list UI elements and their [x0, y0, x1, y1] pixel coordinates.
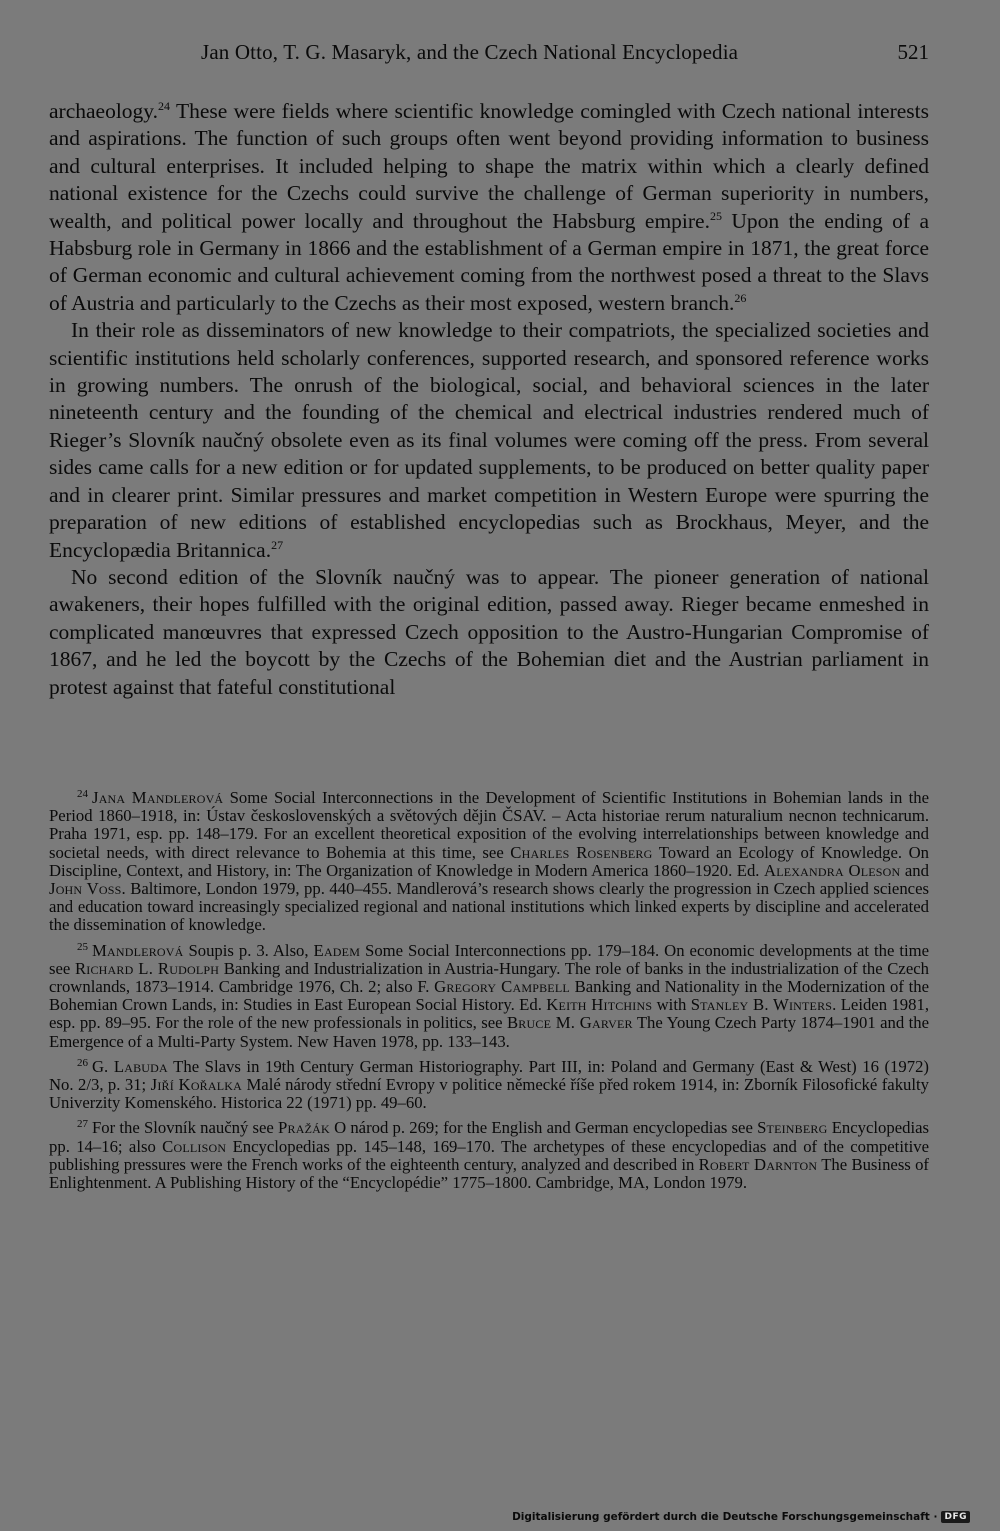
paragraph	[49, 317, 929, 564]
footnote-ref[interactable]: 25	[709, 208, 722, 223]
text-run: and	[900, 860, 929, 880]
author-name: Eadem	[313, 940, 361, 960]
footnote-ref[interactable]: 26	[734, 290, 747, 305]
footnote-number: 25	[77, 940, 88, 953]
text-run: . Baltimore, London 1979, pp. 440–455. Mandlerová’s research shows clearly the progression in Czech applied sciences and education toward increasingly specialized regional and national institutions which linked experts by discipline and accelerated the dissemination of knowledge.	[49, 879, 929, 935]
footnotes	[49, 785, 929, 1195]
author-name: Labuda	[113, 1056, 168, 1076]
footnote-number: 27	[77, 1118, 88, 1131]
author-name: Mandlerová	[92, 940, 184, 960]
text-run: with	[652, 995, 691, 1015]
digitization-credit	[512, 1511, 970, 1523]
text-run: G.	[92, 1056, 114, 1076]
author-name: Bruce M. Garver	[506, 1013, 633, 1033]
text-run: archaeology.	[49, 99, 159, 123]
text-run: Encyclopedias pp. 14–16; also	[49, 1118, 929, 1156]
text-run: No second edition of the Slovník naučný was to appear. The pioneer generation of national awakeners, their hopes fulfilled with the original edition, passed away. Rieger became enmeshed in complicated manœuvres that expressed Czech opposition to the Austro-Hungarian Compromise of 1867, and he led the boycott by the Czechs of the Bohemian diet and the Austrian parliament in protest against that fateful constitutional	[49, 564, 929, 699]
text-run: The Business of Enlightenment. A Publishing History of the “Encyclopédie” 1775–1800. Cambridge, MA, London 1979.	[49, 1154, 929, 1193]
text-run: Banking and Nationality in the Modernization of the Bohemian Crown Lands, in: Studies in East European Social History. Ed.	[49, 977, 929, 1015]
text-run: Some Social Interconnections pp. 179–184. On economic developments at the time see	[49, 940, 930, 978]
text-run: O národ p. 269; for the English and German encyclopedias see	[329, 1118, 758, 1138]
text-run: Some Social Interconnections in the Development of Scientific Institutions in Bohemian lands in the Period 1860–1918, in: Ústav československých a světových dějin ČSAV. – Acta historiae rerum naturalium necnon technicarum. Praha 1971, esp. pp. 148–179. For an excellent theoretical exposition of the evolving interrelationships between knowledge and societal needs, with direct relevance to Bohemia at this time, see	[49, 788, 929, 862]
footnote-26	[49, 1054, 929, 1113]
footnote-ref[interactable]: 24	[158, 99, 171, 113]
author-name: Steinberg	[757, 1118, 828, 1138]
footnote-27	[49, 1115, 929, 1192]
text-run: The Young Czech Party 1874–1901 and the Emergence of a Multi-Party System. New Haven 1978, pp. 133–143.	[49, 1013, 929, 1051]
text-run: In their role as disseminators of new knowledge to their compatriots, the specialized societies and scientific institutions held scholarly conferences, supported research, and sponsored reference works in growing numbers. The onrush of the biological, social, and behavioral sciences in the later nineteenth century and the founding of the chemical and electrical industries rendered much of Rieger’s Slovník naučný obsolete even as its final volumes were coming off the press. From several sides came calls for a new edition or for updated supplements, to be produced on better quality paper and in clearer print. Similar pressures and market competition in Western Europe were spurring the preparation of new editions of established encyclopedias such as Brockhaus, Meyer, and the Encyclopædia Britannica.	[49, 318, 929, 562]
credit-text: Digitalisierung gefördert durch die Deutsche Forschungsgemeinschaft ·	[512, 1511, 938, 1523]
footnote-ref[interactable]: 27	[271, 537, 284, 552]
text-run: Malé národy střední Evropy v politice německé říše před rokem 1914, in: Zborník Filosofické fakulty Univerzity Komenského. Historica 22 (1971) pp. 49–60.	[49, 1075, 929, 1113]
author-name: Pražák	[278, 1118, 330, 1138]
text-run: . Leiden 1981, esp. pp. 89–95. For the role of the new professionals in politics, see	[49, 995, 929, 1033]
author-name: Charles Rosenberg	[510, 842, 653, 862]
author-name: Robert Darnton	[698, 1154, 818, 1174]
body-text	[49, 98, 929, 701]
author-name: Stanley B. Winters	[690, 995, 833, 1015]
author-name: John Voss	[49, 879, 122, 899]
author-name: Keith Hitchins	[546, 995, 653, 1015]
text-run: Soupis p. 3. Also,	[183, 940, 314, 960]
footnote-24	[49, 785, 929, 935]
author-name: Jiří Kořalka	[150, 1075, 243, 1095]
footnote-25	[49, 938, 929, 1051]
footnote-number: 26	[77, 1056, 88, 1069]
dfg-logo: DFG	[941, 1511, 970, 1523]
author-name: Collison	[162, 1136, 227, 1156]
author-name: Jana Mandlerová	[92, 788, 224, 807]
text-run: For the Slovník naučný see	[92, 1118, 279, 1138]
text-run: The Slavs in 19th Century German Historiography. Part III, in: Poland and Germany (East & West) 16 (1972) No. 2/3, p. 31;	[49, 1056, 929, 1095]
author-name: Richard L. Rudolph	[74, 958, 220, 978]
paragraph	[49, 564, 929, 701]
paragraph	[49, 98, 929, 317]
footnote-number: 24	[77, 788, 88, 800]
text-run: Toward an Ecology of Knowledge. On Discipline, Context, and History, in: The Organization of Knowledge in Modern America 1860–1920. Ed.	[49, 842, 930, 880]
text-run: Banking and Industrialization in Austria-Hungary. The role of banks in the industrialization of the Czech crownlands, 1873–1914. Cambridge 1976, Ch. 2; also F.	[49, 958, 929, 997]
text-run: These were fields where scientific knowledge comingled with Czech national interests and aspirations. The function of such groups often went beyond providing information to business and cultural enterprises. It included helping to shape the matrix within which a clearly defined national existence for the Czechs could survive the challenge of German superiority in numbers, wealth, and political power locally and throughout the Habsburg empire.	[49, 99, 929, 233]
text-run: Upon the ending of a Habsburg role in Germany in 1866 and the establishment of a German empire in 1871, the great force of German economic and cultural achievement coming from the northwest posed a threat to the Slavs of Austria and particularly to the Czechs as their most exposed, western branch.	[49, 208, 930, 315]
text-run: Encyclopedias pp. 145–148, 169–170. The archetypes of these encyclopedias and of the competitive publishing pressures were the French works of the eighteenth century, analyzed and described in	[49, 1136, 929, 1174]
page-number: 521	[897, 40, 929, 64]
author-name: Gregory Campbell	[434, 977, 570, 997]
running-title: Jan Otto, T. G. Masaryk, and the Czech National Encyclopedia	[201, 40, 739, 64]
author-name: Alexandra Oleson	[763, 860, 901, 880]
